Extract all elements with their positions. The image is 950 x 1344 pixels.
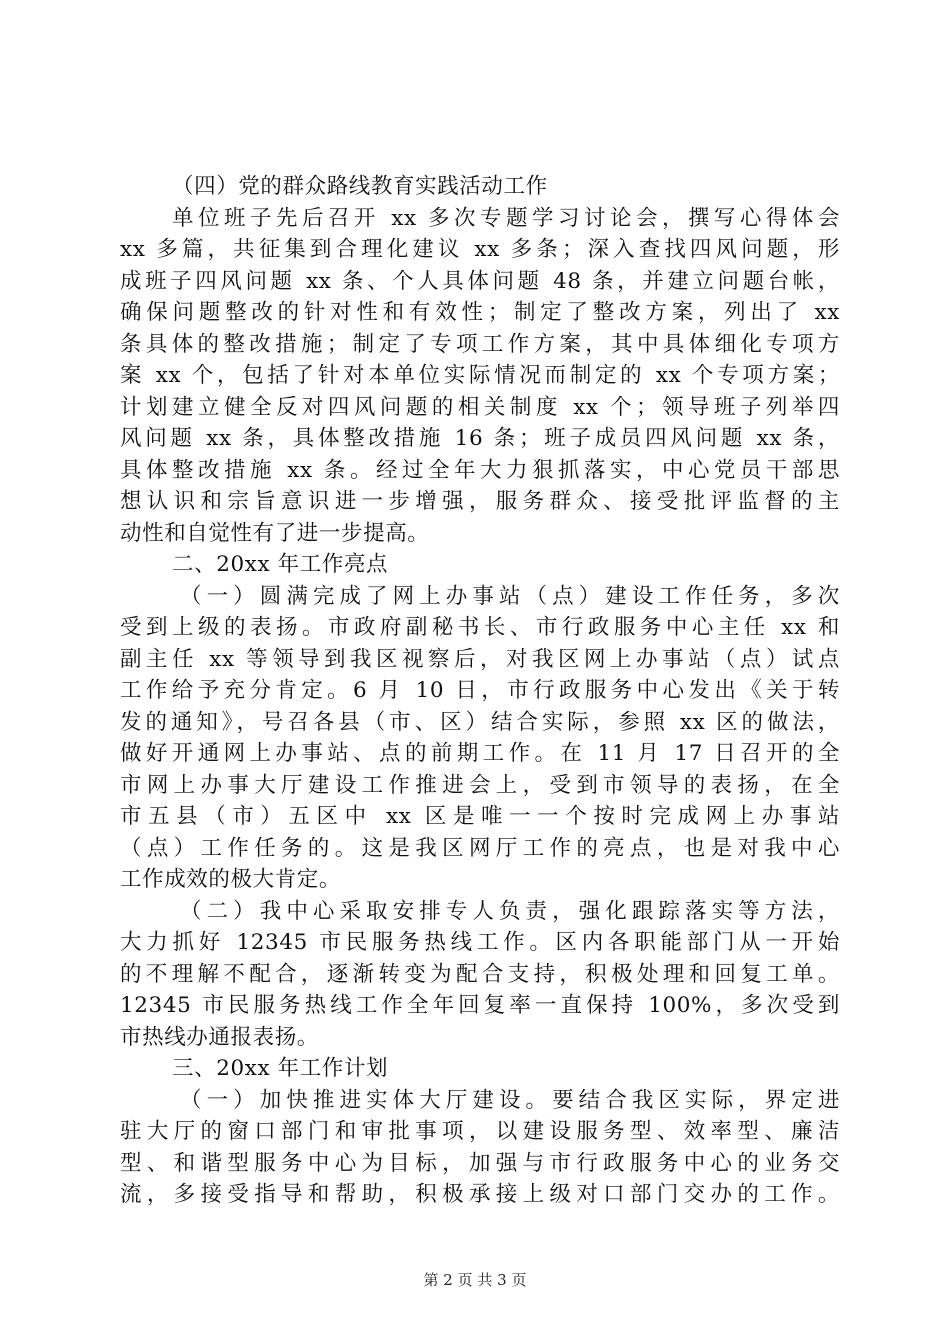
- paragraph-line: （一）圆满完成了网上办事站（点）建设工作任务，多次: [180, 583, 840, 609]
- paragraph-line: 动性和自觉性有了进一步提高。: [120, 520, 430, 546]
- paragraph-line: 想认识和宗旨意识进一步增强，服务群众、接受批评监督的主: [120, 489, 840, 514]
- paragraph-line: 条具体的整改措施；制定了专项工作方案，其中具体细化专项方: [120, 331, 840, 357]
- paragraph-line: 发的通知》，号召各县（市、区）结合实际，参照 xx 区的做法，: [120, 709, 840, 735]
- paragraph-line: 案 xx 个，包括了针对本单位实际情况而制定的 xx 个专项方案；: [120, 363, 840, 388]
- paragraph-line: 做好开通网上办事站、点的前期工作。在 11 月 17 日召开的全: [120, 741, 840, 766]
- paragraph-line: 成班子四风问题 xx 条、个人具体问题 48 条，并建立问题台帐，: [120, 268, 840, 294]
- page-number-footer: 第 2 页 共 3 页: [423, 1271, 527, 1289]
- paragraph-line: 计划建立健全反对四风问题的相关制度 xx 个；领导班子列举四: [120, 394, 840, 420]
- paragraph-line: 驻大厅的窗口部门和审批事项，以建设服务型、效率型、廉洁: [120, 1119, 840, 1144]
- paragraph-line: 单位班子先后召开 xx 多次专题学习讨论会，撰写心得体会: [172, 205, 840, 231]
- section-heading-highlights: 二、20xx 年工作亮点: [172, 552, 389, 577]
- paragraph-line: （二）我中心采取安排专人负责，强化跟踪落实等方法，: [180, 898, 840, 924]
- paragraph-line: 具体整改措施 xx 条。经过全年大力狠抓落实，中心党员干部思: [120, 457, 840, 483]
- paragraph-line: 市网上办事大厅建设工作推进会上，受到市领导的表扬，在全: [120, 772, 840, 798]
- paragraph-line: 确保问题整改的针对性和有效性；制定了整改方案，列出了 xx: [120, 300, 840, 325]
- section-heading-plan: 三、20xx 年工作计划: [172, 1056, 389, 1081]
- paragraph-line: 工作给予充分肯定。6 月 10 日，市行政服务中心发出《关于转: [120, 678, 840, 703]
- paragraph-line: 工作成效的极大肯定。: [120, 867, 342, 892]
- document-body: [120, 171, 840, 1211]
- section-heading-four: （四）党的群众路线教育实践活动工作: [172, 174, 548, 199]
- paragraph-line: 副主任 xx 等领导到我区视察后，对我区网上办事站（点）试点: [120, 646, 840, 672]
- paragraph-line: xx 多篇，共征集到合理化建议 xx 多条；深入查找四风问题，形: [120, 237, 840, 262]
- paragraph-line: 的不理解不配合，逐渐转变为配合支持，积极处理和回复工单。: [120, 961, 840, 987]
- paragraph-line: 12345 市民服务热线工作全年回复率一直保持 100%，多次受到: [120, 993, 840, 1018]
- paragraph-line: 大力抓好 12345 市民服务热线工作。区内各职能部门从一开始: [120, 930, 840, 955]
- paragraph-line: 市五县（市）五区中 xx 区是唯一一个按时完成网上办事站: [120, 804, 840, 829]
- paragraph-line: 流，多接受指导和帮助，积极承接上级对口部门交办的工作。: [120, 1182, 840, 1207]
- paragraph-line: 风问题 xx 条，具体整改措施 16 条；班子成员四风问题 xx 条，: [120, 426, 840, 451]
- paragraph-line: （点）工作任务的。这是我区网厅工作的亮点，也是对我中心: [120, 835, 840, 861]
- paragraph-line: 市热线办通报表扬。: [120, 1024, 319, 1050]
- paragraph-line: 受到上级的表扬。市政府副秘书长、市行政服务中心主任 xx 和: [120, 615, 840, 640]
- paragraph-line: 型、和谐型服务中心为目标，加强与市行政服务中心的业务交: [120, 1150, 840, 1176]
- paragraph-line: （一）加快推进实体大厅建设。要结合我区实际，界定进: [180, 1087, 840, 1113]
